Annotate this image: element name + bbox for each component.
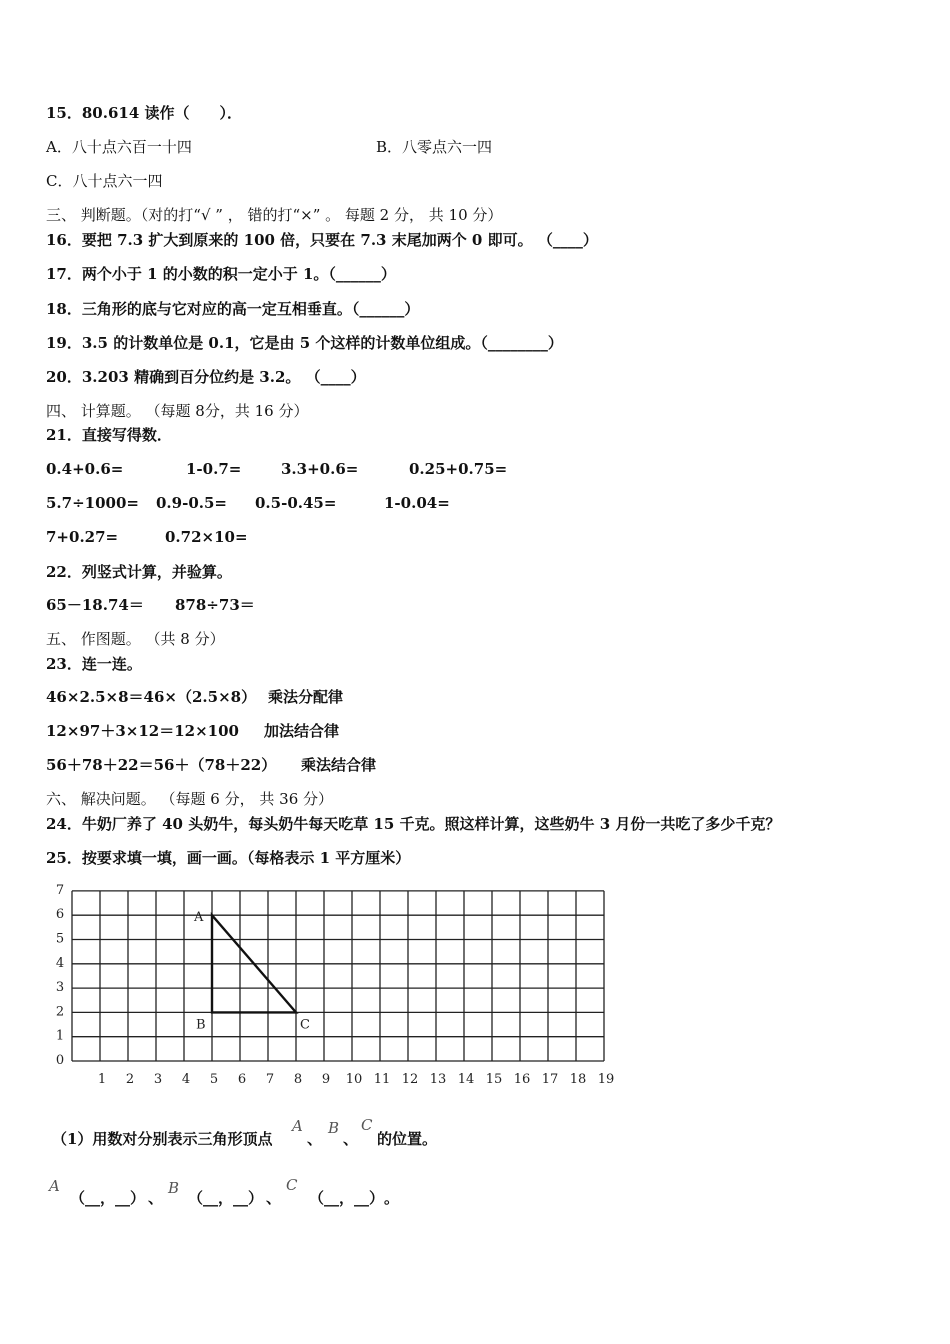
x-tick-label: 3 (153, 1072, 163, 1087)
q21: 21．直接写得数． (46, 426, 172, 444)
vertex-b-label: B (328, 1119, 340, 1137)
vertex-label-c: C (300, 1017, 310, 1033)
match-expression: 46×2.5×8＝46×（2.5×8） (46, 688, 257, 706)
match-law: 乘法分配律 (268, 688, 344, 706)
q15-option-c: C．八十点六一四 (46, 172, 163, 190)
q19: 19．3.5 的计数单位是 0.1，它是由 5 个这样的计数单位组成。（________） (46, 334, 563, 352)
calc-item: 65－18.74＝ (46, 596, 144, 614)
calc-item: 0.5-0.45= (255, 494, 337, 512)
calc-item: 878÷73＝ (175, 596, 255, 614)
x-tick-label: 14 (457, 1072, 475, 1087)
q15-option-b: B．八零点六一四 (376, 138, 493, 156)
section3-title: 三、 判断题。（对的打“√ ” ， 错的打“×” 。 每题 2 分， 共 10 分） (46, 206, 503, 224)
separator: 、 (148, 1189, 164, 1207)
q18: 18．三角形的底与它对应的高一定互相垂直。（______） (46, 300, 420, 318)
separator: 、 (307, 1130, 323, 1148)
x-tick-label: 17 (541, 1072, 559, 1087)
calc-item: 0.25+0.75= (409, 460, 508, 478)
q15-stem: 15．80.614 读作（ ）． (46, 104, 243, 122)
calc-item: 7+0.27= (46, 528, 119, 546)
y-tick-label: 5 (55, 931, 65, 947)
match-expression: 12×97＋3×12＝12×100 (46, 722, 239, 740)
q22: 22．列竖式计算，并验算。 (46, 563, 232, 581)
q25-sub1-suffix: 的位置。 (377, 1130, 438, 1148)
q23: 23．连一连。 (46, 655, 142, 673)
vertex-label-b: B (196, 1017, 206, 1033)
x-tick-label: 10 (345, 1072, 363, 1087)
x-tick-label: 16 (513, 1072, 531, 1087)
x-tick-label: 1 (97, 1072, 107, 1087)
calc-item: 3.3+0.6= (281, 460, 359, 478)
answer-blank-c[interactable]: （__，__） (309, 1189, 385, 1207)
calc-item: 0.72×10= (165, 528, 248, 546)
vertex-b-label: B (168, 1179, 180, 1197)
separator: 、 (266, 1189, 282, 1207)
q20: 20．3.203 精确到百分位约是 3.2。 （____） (46, 368, 366, 386)
x-tick-label: 11 (373, 1072, 391, 1087)
vertex-a-label: A (292, 1117, 303, 1135)
x-tick-label: 6 (237, 1072, 247, 1087)
q24: 24．牛奶厂养了 40 头奶牛，每头奶牛每天吃草 15 千克。照这样计算，这些奶牛 3 月份一共吃了多少千克？ (46, 815, 781, 833)
period: 。 (384, 1189, 400, 1207)
calc-item: 1-0.04= (384, 494, 450, 512)
section5-title: 五、 作图题。 （共 8 分） (46, 630, 225, 648)
x-tick-label: 12 (401, 1072, 419, 1087)
x-tick-label: 19 (597, 1072, 615, 1087)
separator: 、 (343, 1130, 359, 1148)
match-expression: 56＋78＋22＝56＋（78＋22） (46, 756, 277, 774)
q25: 25．按要求填一填，画一画。（每格表示 1 平方厘米） (46, 849, 411, 867)
calc-item: 0.9-0.5= (156, 494, 227, 512)
y-tick-label: 4 (55, 955, 65, 971)
x-tick-label: 9 (321, 1072, 331, 1087)
y-tick-label: 7 (55, 882, 65, 898)
match-law: 加法结合律 (264, 722, 340, 740)
vertex-c-label: C (361, 1116, 373, 1134)
x-tick-label: 4 (181, 1072, 191, 1087)
x-tick-label: 15 (485, 1072, 503, 1087)
y-tick-label: 0 (55, 1053, 65, 1068)
calc-item: 0.4+0.6= (46, 460, 124, 478)
x-tick-label: 7 (265, 1072, 275, 1087)
x-tick-label: 8 (293, 1072, 303, 1087)
answer-blank-a[interactable]: （__，__） (70, 1189, 146, 1207)
q16: 16．要把 7.3 扩大到原来的 100 倍，只要在 7.3 末尾加两个 0 即可。 （____） (46, 231, 598, 249)
calc-item: 1-0.7= (186, 460, 242, 478)
x-tick-label: 5 (209, 1072, 219, 1087)
section6-title: 六、 解决问题。 （每题 6 分， 共 36 分） (46, 790, 334, 808)
y-tick-label: 6 (55, 907, 65, 923)
vertex-label-a: A (194, 910, 204, 926)
match-law: 乘法结合律 (301, 756, 377, 774)
y-tick-label: 2 (55, 1004, 65, 1020)
y-tick-label: 1 (55, 1028, 65, 1044)
q25-sub1-prefix: （1）用数对分别表示三角形顶点 (52, 1130, 273, 1148)
q17: 17．两个小于 1 的小数的积一定小于 1。（______） (46, 265, 396, 283)
y-tick-label: 3 (55, 980, 65, 996)
x-tick-label: 13 (429, 1072, 447, 1087)
vertex-a-label: A (49, 1177, 60, 1195)
coordinate-grid (40, 876, 630, 1094)
vertex-c-label: C (286, 1176, 298, 1194)
x-tick-label: 18 (569, 1072, 587, 1087)
section4-title: 四、 计算题。 （每题 8分，共 16 分） (46, 402, 309, 420)
calc-item: 5.7÷1000= (46, 494, 139, 512)
answer-blank-b[interactable]: （__，__） (188, 1189, 264, 1207)
x-tick-label: 2 (125, 1072, 135, 1087)
q15-option-a: A．八十点六百一十四 (46, 138, 192, 156)
